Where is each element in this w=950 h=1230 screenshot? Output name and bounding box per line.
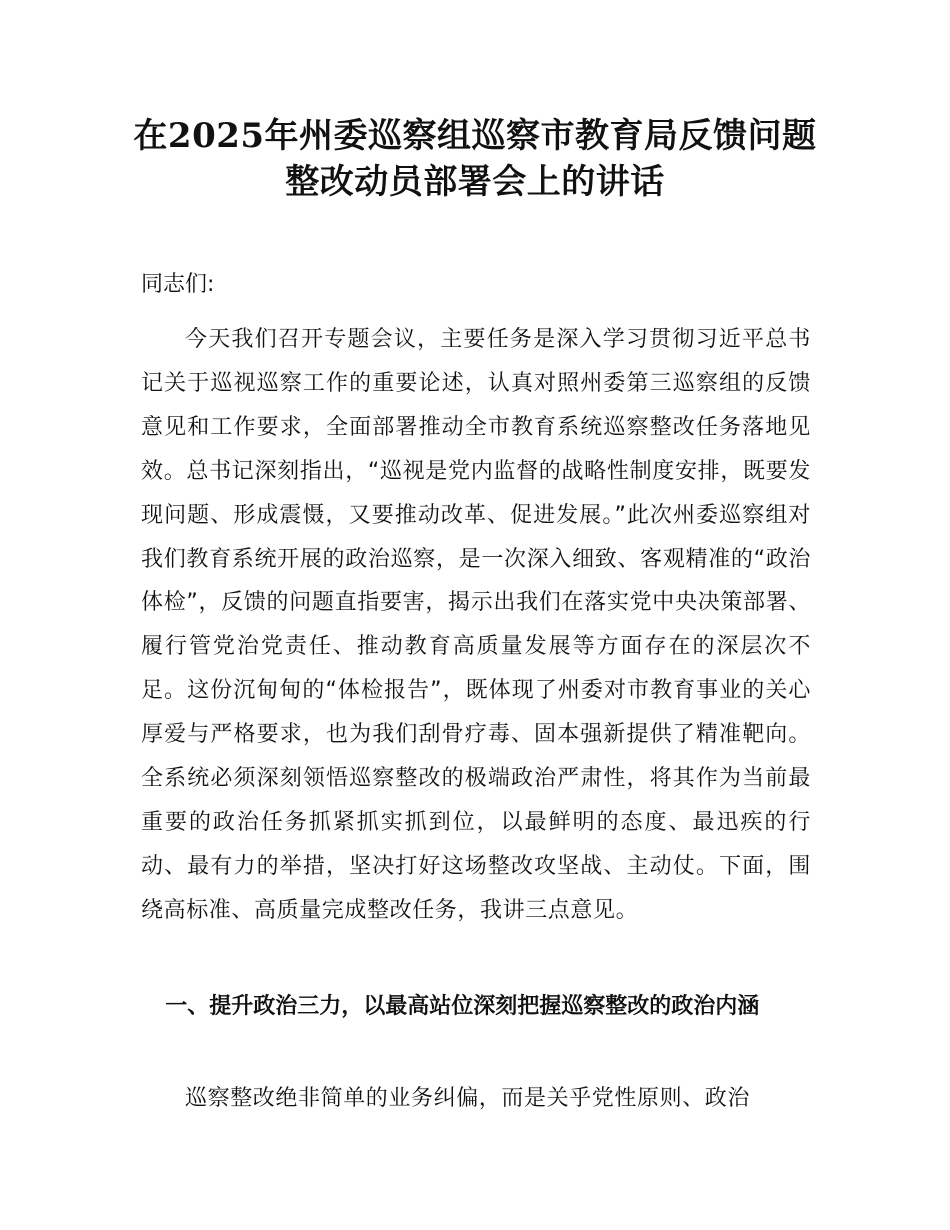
body-paragraph-1: 今天我们召开专题会议，主要任务是深入学习贯彻习近平总书记关于巡视巡察工作的重要论述，认真对照州委第三巡察组的反馈意见和工作要求，全面部署推动全市教育系统巡察整改任务落地见效。总书记深刻指出，“巡视是党内监督的战略性制度安排，既要发现问题、形成震慑，又要推动改革、促进发展。”此次州委巡察组对我们教育系统开展的政治巡察，是一次深入细致、客观精准的“政治体检”，反馈的问题直指要害，揭示出我们在落实党中央决策部署、履行管党治党责任、推动教育高质量发展等方面存在的深层次不足。这份沉甸甸的“体检报告”，既体现了州委对市教育事业的关心厚爱与严格要求，也为我们刮骨疗毒、固本强新提供了精准靶向。全系统必须深刻领悟巡察整改的极端政治严肃性，将其作为当前最重要的政治任务抓紧抓实抓到位，以最鲜明的态度、最迅疾的行动、最有力的举措，坚决打好这场整改攻坚战、主动仗。下面，围绕高标准、高质量完成整改任务，我讲三点意见。 [141, 327, 811, 923]
section-heading-1: 一、提升政治三力，以最高站位深刻把握巡察整改的政治内涵 [165, 994, 760, 1019]
body-paragraph-2: 巡察整改绝非简单的业务纠偏，而是关乎党性原则、政治 [185, 1086, 751, 1111]
title-line-1: 在2025年州委巡察组巡察市教育局反馈问题 [133, 116, 817, 156]
document-title [100, 113, 850, 205]
salutation: 同志们: [141, 272, 215, 297]
title-line-2: 整改动员部署会上的讲话 [285, 162, 665, 202]
